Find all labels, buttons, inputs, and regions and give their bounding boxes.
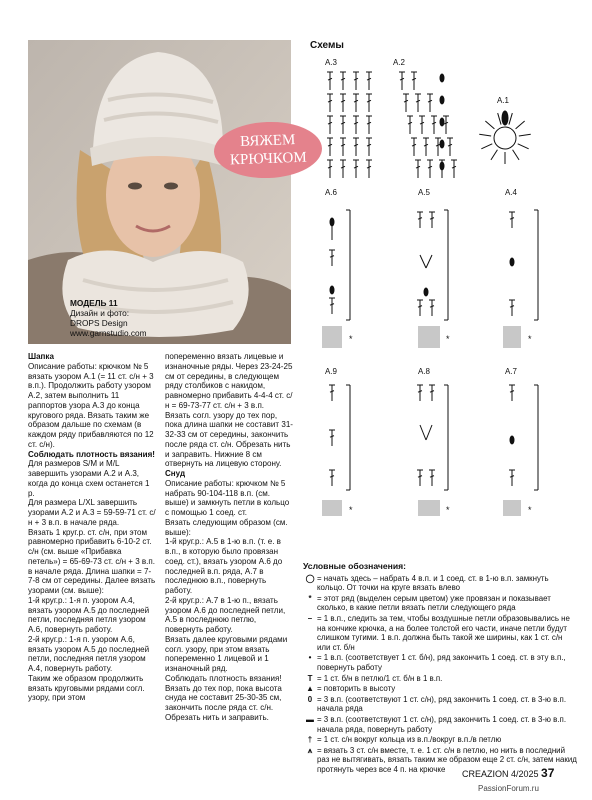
badge-line-1: ВЯЖЕМ xyxy=(239,132,296,150)
legend-symbol-icon: • xyxy=(308,653,312,663)
chain-stitch-mark xyxy=(440,162,444,170)
col2-paragraph: Обрезать нить и заправить. xyxy=(165,712,269,722)
col1-paragraph: Для размеров S/M и M/L завершить узорами A.2 и A.3, когда до конца схем останется 1 р. xyxy=(28,459,150,498)
stitch-mark xyxy=(479,134,491,136)
watermark: PassionForum.ru xyxy=(478,784,539,793)
legend-text: = начать здесь – набрать 4 в.п. и 1 соед. ст. в 1-ю в.п. замкнуть кольцо. От точки на круге вязать влево xyxy=(317,573,549,593)
svg-text:*: * xyxy=(528,505,532,515)
chain-stitch-mark xyxy=(510,436,514,444)
legend-text: = повторить в высоту xyxy=(317,684,396,694)
badge-line-2: КРЮЧКОМ xyxy=(229,149,307,169)
stitch-mark xyxy=(516,121,525,129)
scheme-label-a7: A.7 xyxy=(505,367,518,376)
svg-text:*: * xyxy=(349,505,353,515)
legend-text: = 1 ст. с/н вокруг кольца из в.п./вокруг в.п./в петлю xyxy=(317,735,502,745)
col1-paragraph: Для размера L/XL завершить узорами A.2 и A.3 = 59-59-71 ст. с/н + 3 в.п. в начале ряда. xyxy=(28,498,156,527)
legend-text: = 1 в.п. (соответствует 1 ст. б/н), ряд закончить 1 соед. ст. в эту в.п., повернуть работу xyxy=(317,653,566,672)
scheme-label-a1: A.1 xyxy=(497,96,510,105)
page-number: 37 xyxy=(541,766,555,780)
col2-paragraph: Вязать следующим образом (см. выше): xyxy=(165,517,288,537)
col2-paragraph: Вязать согл. узору до тех пор, пока длина шапки не составит 31-32-33 см от середины, закончить после ряда ст. с/н. Обрезать нить и заправить. Нижние 8 см отвернуть на лицевую сторону. xyxy=(165,410,293,469)
chain-stitch-mark xyxy=(440,140,444,148)
col1-paragraph: 1-й круг.р.: 1-я п. узором A.4, вязать узором A.5 до последней петли, последняя петля узором A.6, повернуть работу. xyxy=(28,595,150,634)
legend-title: Условные обозначения: xyxy=(303,561,406,571)
col1-paragraph: 2-й круг.р.: 1-я п. узором A.6, вязать узором A.5 до последней петли, последняя петля узором A.4, повернуть работу. xyxy=(28,634,150,673)
stitch-mark xyxy=(426,255,432,268)
scheme-label-a3: A.3 xyxy=(325,58,338,67)
chain-stitch-mark xyxy=(330,218,334,226)
legend-item xyxy=(303,614,578,652)
col2-paragraph: Снуд xyxy=(165,469,186,478)
col2-paragraph: Описание работы: крючком № 5 набрать 90-104-118 в.п. (см. выше) и замкнуть петли в кольцо с помощью 1 соед. ст. xyxy=(165,478,290,517)
legend-symbol-icon: * xyxy=(308,593,312,603)
website-link[interactable]: www.garnstudio.com xyxy=(70,328,147,338)
credit-label: Дизайн и фото: xyxy=(70,308,130,318)
legend-symbol-icon: – xyxy=(307,613,313,623)
chain-stitch-mark xyxy=(440,74,444,82)
legend-item xyxy=(303,594,578,613)
stitch-mark xyxy=(491,150,497,160)
stitch-mark xyxy=(420,255,426,268)
col1-paragraph: Соблюдать плотность вязания! xyxy=(28,449,155,459)
stitch-mark xyxy=(518,144,529,149)
stitch-mark xyxy=(498,113,501,125)
legend-symbol-icon: † xyxy=(307,735,313,745)
col2-paragraph: попеременно вязать лицевые и изнаночные ряды. Через 23-24-25 см от середины, в следующем ряду столбиков с накидом, равномерно прибавить 4-4-4 ст. с/н = 69-73-77 ст. с/н + 3 в.п. xyxy=(165,352,293,410)
chain-stitch-mark xyxy=(510,258,514,266)
page-footer xyxy=(462,766,554,780)
legend-item xyxy=(303,695,578,714)
chain-stitch-mark xyxy=(424,288,428,296)
col2-paragraph: Вязать далее круговыми рядами согл. узору, при этом вязать попеременно 1 лицевой и 1 изнаночный ряд. xyxy=(165,634,288,673)
col2-paragraph: 2-й круг.р.: A.7 в 1-ю п., вязать узором A.6 до последней петли, A.5 в последнюю петлю, повернуть работу. xyxy=(165,595,286,634)
scheme-label-a6: A.6 xyxy=(325,188,338,197)
legend-text: = 1 ст. б/н в петлю/1 ст. б/н в 1 в.п. xyxy=(317,673,443,683)
scheme-a4-base xyxy=(503,326,521,348)
scheme-a7-base xyxy=(503,500,521,516)
legend-text: = 3 в.п. (соответствуют 1 ст. с/н), ряд закончить 1 соед. ст. в 3-ю в.п. начала ряда, повернуть работу xyxy=(317,714,567,734)
stitch-mark xyxy=(513,150,519,160)
legend-symbol-icon: ▲ xyxy=(306,684,314,694)
stitch-mark xyxy=(509,113,512,125)
legend-item xyxy=(303,684,578,694)
scheme-a1 xyxy=(494,111,516,149)
chain-stitch-mark xyxy=(440,96,444,104)
scheme-a6-base xyxy=(322,326,342,348)
legend xyxy=(303,562,578,775)
chain-stitch-mark xyxy=(330,286,334,294)
legend-item xyxy=(303,674,578,684)
legend-text: = вязать 3 ст. с/н вместе, т. е. 1 ст. с/н в петлю, но нить в последний раз не вытягивать, вязать таким же образом еще 2 ст. с/н, затем накид протянуть через все 4 п. на крючке xyxy=(317,745,577,774)
stitch-mark xyxy=(485,121,494,129)
scheme-a3 xyxy=(327,72,372,178)
svg-text:*: * xyxy=(446,334,450,344)
col2-paragraph: 1-й круг.р.: A.5 в 1-ю в.п. (т. е. в в.п., в которую было провязан соед. ст.), вязать узором A.6 до последней в.п. ряда, A.7 в последнюю в.п., повернуть работу. xyxy=(165,537,283,595)
scheme-label-a5: A.5 xyxy=(418,188,431,197)
magazine-issue: CREAZION 4/2025 xyxy=(462,769,539,779)
col1-paragraph: Таким же образом продолжить вязать круговыми рядами согл. узору, при этом xyxy=(28,673,145,703)
stitch-mark xyxy=(426,425,432,440)
col1-paragraph: Вязать 1 круг.р. ст. с/н, при этом равномерно прибавить 6-10-2 ст. с/н (см. выше «Прибавка петель») = 65-69-73 ст. с/н + 3 в.п. в начале ряда. Длина шапки = 7-7-8 см от середины. Далее вязать узорами (см. выше): xyxy=(28,527,156,595)
legend-item xyxy=(303,715,578,734)
scheme-label-a9: A.9 xyxy=(325,367,338,376)
designer-name: DROPS Design xyxy=(70,318,128,328)
legend-symbol-icon: 0 xyxy=(307,694,313,704)
col1-paragraph: Описание работы: крючком № 5 вязать узором A.1 (= 11 ст. с/н + 3 в.п.). Продолжить работу узором A.2, затем выполнить 11 раппортов узора A.3 до конца кругового ряда. Вязать таким же образом дальше по схемам (в каждом ряду прибавляются по 12 ст. с/н). xyxy=(28,361,154,449)
col1-paragraph: Шапка xyxy=(28,352,54,361)
stitch-mark xyxy=(420,425,426,440)
model-label: МОДЕЛЬ 11 xyxy=(70,298,118,308)
scheme-a2 xyxy=(399,72,457,178)
legend-symbol-icon: T xyxy=(307,673,313,683)
svg-text:*: * xyxy=(446,505,450,515)
stitch-mark xyxy=(481,144,492,149)
legend-item xyxy=(303,653,578,672)
scheme-label-a2: A.2 xyxy=(393,58,406,67)
legend-symbol-icon: ⩚ xyxy=(307,745,313,755)
legend-item xyxy=(303,574,578,593)
legend-symbol-icon: ◯ xyxy=(305,573,315,583)
schemes-title: Схемы xyxy=(310,40,344,51)
scheme-label-a8: A.8 xyxy=(418,367,431,376)
scheme-a8-base xyxy=(418,500,440,516)
col2-paragraph: Соблюдать плотность вязания! Вязать до тех пор, пока высота снуда не составит 25-30-35 см, закончить после ряда ст. с/н. xyxy=(165,673,282,712)
scheme-a9-base xyxy=(322,500,342,516)
legend-symbol-icon: ▬ xyxy=(306,714,314,724)
svg-text:*: * xyxy=(349,334,353,344)
scheme-a5-base xyxy=(418,326,440,348)
legend-text: = 3 в.п. (соответствуют 1 ст. с/н), ряд закончить 1 соед. ст. в 3-ю в.п. начала ряда xyxy=(317,694,567,714)
legend-item xyxy=(303,735,578,745)
legend-text: = 1 в.п., следить за тем, чтобы воздушные петли образовывались не на кончике крючка, а на более толстой его части, иначе петли будут слишком тугими. 1 в.п. должна быть такой же ширины, как 1 ст. с/н или ст. б/н xyxy=(317,613,570,652)
svg-text:*: * xyxy=(528,334,532,344)
stitch-mark xyxy=(519,134,531,136)
chain-stitch-mark xyxy=(440,118,444,126)
legend-text: = этот ряд (выделен серым цветом) уже провязан и показывает сколько, в какие петли вязать петли следующего ряда xyxy=(317,593,551,613)
scheme-label-a4: A.4 xyxy=(505,188,518,197)
